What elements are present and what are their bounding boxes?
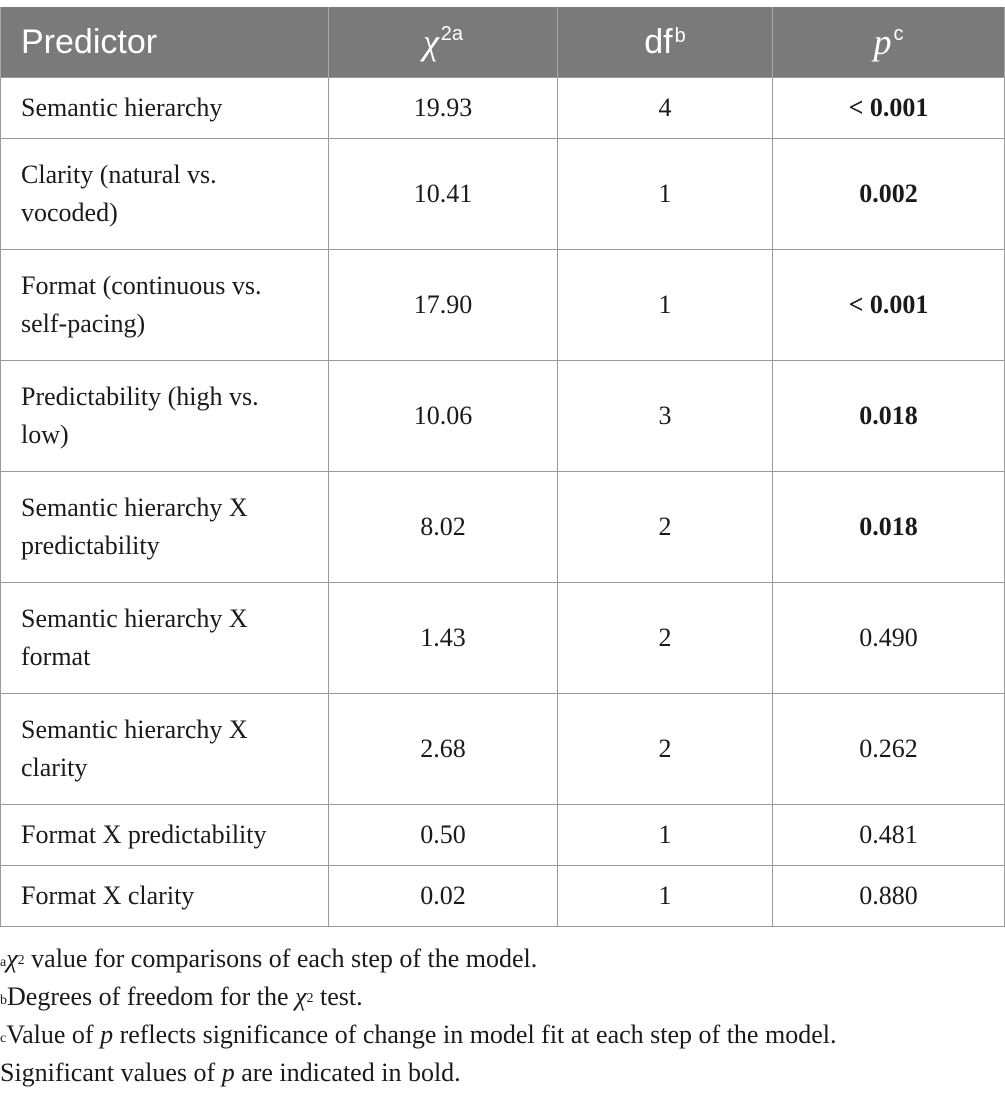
predictor-cell: Semantic hierarchy X clarity [1, 694, 329, 805]
table-row [1, 472, 1005, 583]
table-row [1, 250, 1005, 361]
df-cell: 1 [558, 250, 773, 361]
header-chi-square: χ $^{2a}$ [329, 7, 558, 78]
df-cell: 1 [558, 805, 773, 866]
predictor-cell: Format (continuous vs. self-pacing) [1, 250, 329, 361]
p-cell: 0.262 [773, 694, 1005, 805]
df-cell: 3 [558, 361, 773, 472]
p-cell: 0.018 [773, 472, 1005, 583]
footnote-c: $^c$Value of p reflects significance of change in model fit at each step of the model. [0, 1020, 837, 1049]
table-row [1, 361, 1005, 472]
predictor-cell: Semantic hierarchy X predictability [1, 472, 329, 583]
table-row [1, 805, 1005, 866]
chi2-cell: 8.02 [329, 472, 558, 583]
df-cell: 1 [558, 866, 773, 927]
p-cell: 0.018 [773, 361, 1005, 472]
df-cell: 1 [558, 139, 773, 250]
p-cell: 0.481 [773, 805, 1005, 866]
header-df: df $^b$ [558, 7, 773, 78]
chi2-cell: 19.93 [329, 78, 558, 139]
predictor-cell: Semantic hierarchy X format [1, 583, 329, 694]
predictor-cell: Format X clarity [1, 866, 329, 927]
predictor-cell: Semantic hierarchy [1, 78, 329, 139]
chi2-cell: 0.50 [329, 805, 558, 866]
predictor-cell: Format X predictability [1, 805, 329, 866]
footnote-b: $^b$Degrees of freedom for the $\chi^2$ test. [0, 982, 363, 1011]
header-predictor: Predictor [1, 7, 329, 78]
table-row [1, 694, 1005, 805]
table-row [1, 866, 1005, 927]
df-cell: 2 [558, 472, 773, 583]
table-row [1, 78, 1005, 139]
table-row [1, 139, 1005, 250]
chi2-cell: 0.02 [329, 866, 558, 927]
p-cell: 0.490 [773, 583, 1005, 694]
header-p-value: p $^c$ [773, 7, 1005, 78]
chi2-cell: 10.41 [329, 139, 558, 250]
table-body [1, 78, 1005, 927]
p-cell: < 0.001 [773, 78, 1005, 139]
table-header [1, 7, 1005, 78]
footnote-a: $^a\chi^2$ value for comparisons of each step of the model. [0, 944, 538, 973]
predictor-cell: Clarity (natural vs. vocoded) [1, 139, 329, 250]
chi2-cell: 10.06 [329, 361, 558, 472]
table-footnotes [0, 940, 1000, 1092]
predictor-cell: Predictability (high vs. low) [1, 361, 329, 472]
df-cell: 2 [558, 583, 773, 694]
p-cell: < 0.001 [773, 250, 1005, 361]
footnote-significance: Significant values of p are indicated in bold. [0, 1058, 461, 1087]
chi2-cell: 1.43 [329, 583, 558, 694]
df-cell: 2 [558, 694, 773, 805]
chi2-cell: 17.90 [329, 250, 558, 361]
df-cell: 4 [558, 78, 773, 139]
table-row [1, 583, 1005, 694]
chi2-cell: 2.68 [329, 694, 558, 805]
p-cell: 0.002 [773, 139, 1005, 250]
results-table [0, 7, 1005, 927]
p-cell: 0.880 [773, 866, 1005, 927]
